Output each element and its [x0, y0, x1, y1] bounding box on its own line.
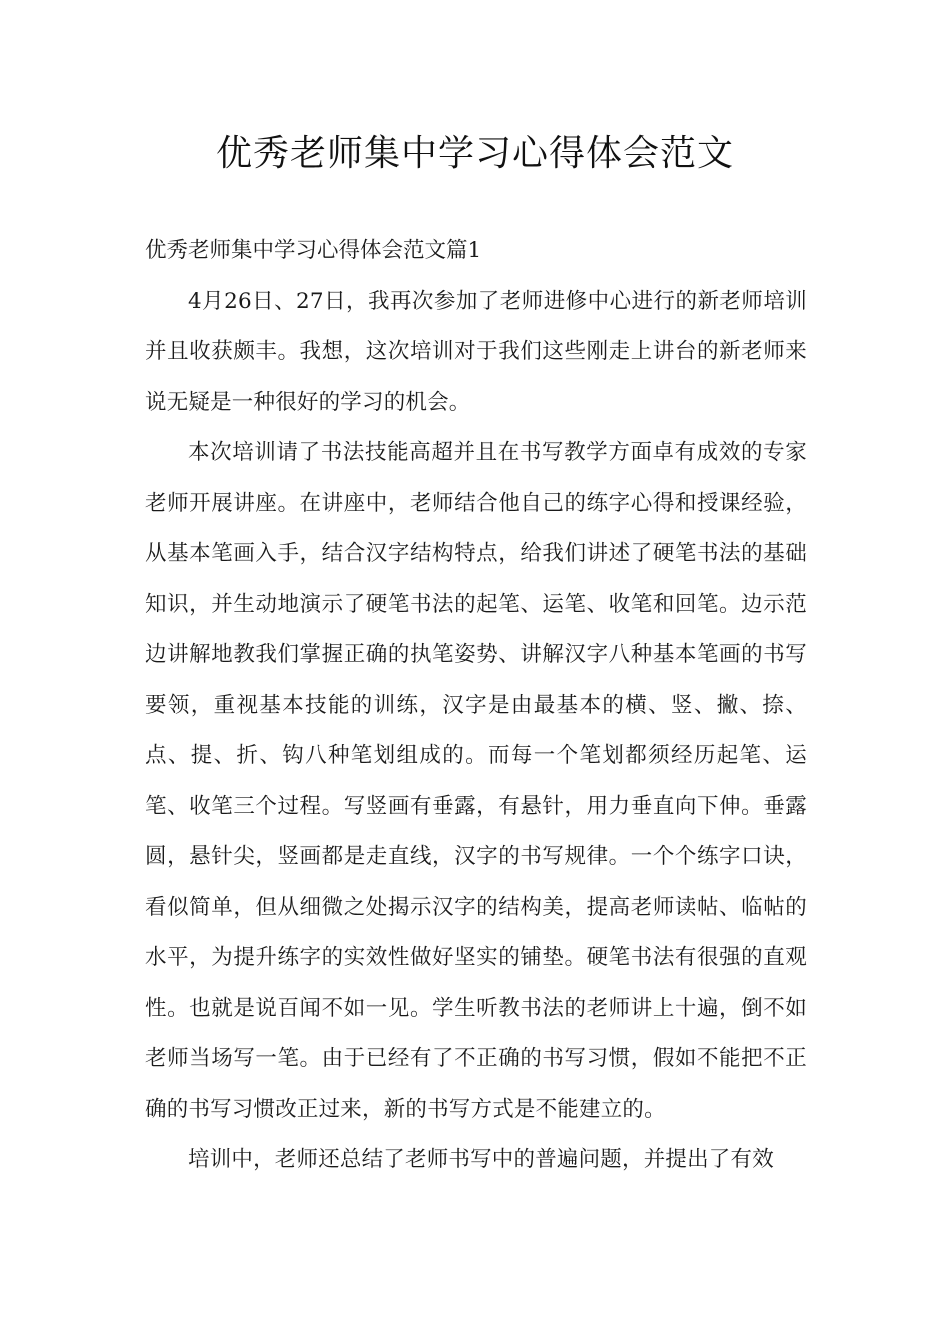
document-title: 优秀老师集中学习心得体会范文	[215, 133, 734, 174]
paragraph-3: 培训中，老师还总结了老师书写中的普遍问题，并提出了有效	[188, 1147, 774, 1172]
paragraph-1: 4月26日、27日，我再次参加了老师进修中心进行的新老师培训并且收获颇丰。我想，这次培训对于我们这些刚走上讲台的新老师来说无疑是一种很好的学习的机会。	[145, 288, 807, 415]
document-body	[145, 226, 807, 1186]
section-heading: 优秀老师集中学习心得体会范文篇1	[145, 238, 482, 263]
paragraph-2: 本次培训请了书法技能高超并且在书写教学方面卓有成效的专家老师开展讲座。在讲座中，老师结合他自己的练字心得和授课经验，从基本笔画入手，结合汉字结构特点，给我们讲述了硬笔书法的基础知识，并生动地演示了硬笔书法的起笔、运笔、收笔和回笔。边示范边讲解地教我们掌握正确的执笔姿势、讲解汉字八种基本笔画的书写要领，重视基本技能的训练，汉字是由最基本的横、竖、撇、捺、点、提、折、钩八种笔划组成的。而每一个笔划都须经历起笔、运笔、收笔三个过程。写竖画有垂露，有悬针，用力垂直向下伸。垂露圆，悬针尖，竖画都是走直线，汉字的书写规律。一个个练字口诀，看似简单，但从细微之处揭示汉字的结构美，提高老师读帖、临帖的水平，为提升练字的实效性做好坚实的铺垫。硬笔书法有很强的直观性。也就是说百闻不如一见。学生听教书法的老师讲上十遍，倒不如老师当场写一笔。由于已经有了不正确的书写习惯，假如不能把不正确的书写习惯改正过来，新的书写方式是不能建立的。	[145, 440, 807, 1122]
